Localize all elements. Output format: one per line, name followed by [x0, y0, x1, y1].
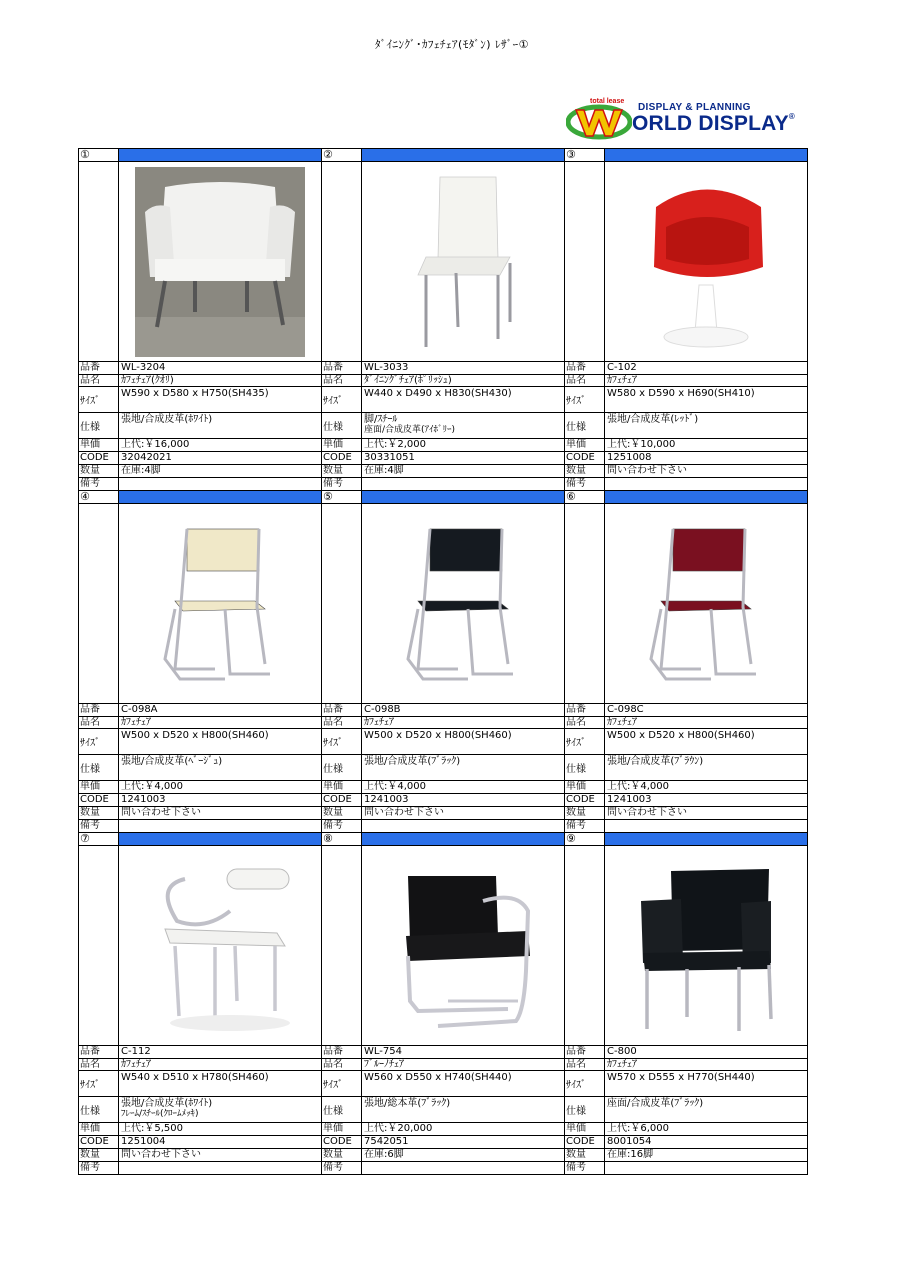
row-biko [322, 1162, 564, 1175]
label-biko: 備考 [79, 478, 119, 490]
row-hinban [322, 362, 564, 375]
product-number: ① [79, 149, 119, 161]
row-size [565, 387, 807, 413]
spec-line-1: 張地/合成皮革(ﾌﾞﾗｯｸ) [364, 756, 461, 767]
value-qty: 在庫:4脚 [364, 465, 404, 476]
value-price: 上代:￥20,000 [364, 1123, 433, 1134]
label-biko: 備考 [322, 478, 362, 490]
label-hinban: 品番 [565, 704, 605, 716]
label-tanka: 単価 [79, 439, 119, 451]
value-hinmei: ｶﾌｪﾁｪｱ [607, 717, 637, 728]
row-shiyou [322, 1097, 564, 1123]
spec-line-2: 座面/合成皮革(ｱｲﾎﾞﾘｰ) [364, 425, 456, 435]
row-hinmei [79, 1059, 321, 1071]
value-code: 1251008 [607, 452, 652, 463]
product-image-cell [565, 846, 807, 1046]
row-hinmei [322, 375, 564, 387]
value-hinmei: ﾌﾞﾙｰﾉﾁｪｱ [364, 1059, 404, 1070]
row-tanka [565, 781, 807, 794]
value-qty: 問い合わせ下さい [121, 807, 201, 818]
value-hinban: WL-3033 [364, 362, 409, 373]
value-shiyou [362, 413, 564, 438]
label-shiyou: 仕様 [565, 755, 605, 780]
chair-illustration-icon [378, 167, 548, 357]
chair-illustration-icon [378, 509, 548, 699]
row-code [565, 452, 807, 465]
row-hinban [79, 1046, 321, 1059]
value-hinban: C-098B [364, 704, 401, 715]
row-tanka [79, 781, 321, 794]
product-number: ④ [79, 491, 119, 503]
label-shiyou: 仕様 [79, 413, 119, 438]
label-shiyou: 仕様 [79, 1097, 119, 1122]
product-block [565, 491, 808, 833]
product-number: ⑧ [322, 833, 362, 845]
label-biko: 備考 [565, 820, 605, 832]
label-code: CODE [322, 794, 362, 806]
value-note [119, 478, 321, 490]
row-suryo [565, 465, 807, 478]
label-hinban: 品番 [79, 1046, 119, 1058]
spec-line-1: 脚/ｽﾁｰﾙ [364, 414, 398, 425]
value-price: 上代:￥4,000 [364, 781, 426, 792]
chair-illustration-icon [378, 851, 548, 1041]
row-size [79, 729, 321, 755]
label-size: ｻｲｽﾞ [322, 729, 362, 754]
value-note [119, 820, 321, 832]
row-size [565, 729, 807, 755]
label-suryo: 数量 [322, 465, 362, 477]
product-image-cell [79, 162, 321, 362]
row-shiyou [565, 755, 807, 781]
label-suryo: 数量 [565, 807, 605, 819]
product-number: ⑤ [322, 491, 362, 503]
row-tanka [322, 1123, 564, 1136]
label-code: CODE [79, 794, 119, 806]
label-code: CODE [79, 1136, 119, 1148]
product-image [362, 162, 564, 361]
product-image [605, 162, 807, 361]
chair-illustration-icon [621, 167, 791, 357]
value-code: 1241003 [121, 794, 166, 805]
label-hinban: 品番 [322, 704, 362, 716]
spec-line-1: 座面/合成皮革(ﾌﾞﾗｯｸ) [607, 1098, 704, 1109]
value-hinban: C-098C [607, 704, 644, 715]
value-hinmei: ｶﾌｪﾁｪｱ [121, 1059, 151, 1070]
label-hinban: 品番 [322, 362, 362, 374]
value-code: 1241003 [607, 794, 652, 805]
value-hinmei: ｶﾌｪﾁｪｱ [607, 1059, 637, 1070]
product-block [322, 491, 565, 833]
label-size: ｻｲｽﾞ [565, 387, 605, 412]
product-number: ⑦ [79, 833, 119, 845]
row-hinmei [565, 1059, 807, 1071]
label-hinmei: 品名 [79, 375, 119, 386]
row-suryo [322, 807, 564, 820]
row-biko [322, 478, 564, 491]
value-shiyou [362, 755, 564, 780]
value-hinmei: ｶﾌｪﾁｪｱ [121, 717, 151, 728]
logo-wordmark: ORLD DISPLAY® [632, 112, 795, 135]
product-image [119, 846, 321, 1045]
product-image [362, 504, 564, 703]
value-hinmei: ｶﾌｪﾁｪｱ [364, 717, 394, 728]
product-image-cell [79, 504, 321, 704]
label-code: CODE [322, 452, 362, 464]
header-bar [605, 833, 807, 845]
product-image-cell [565, 162, 807, 362]
row-size [322, 729, 564, 755]
spec-line-1: 張地/合成皮革(ﾚｯﾄﾞ) [607, 414, 699, 425]
value-qty: 問い合わせ下さい [364, 807, 444, 818]
row-hinban [322, 704, 564, 717]
chair-illustration-icon [135, 509, 305, 699]
label-size: ｻｲｽﾞ [79, 387, 119, 412]
label-tanka: 単価 [565, 439, 605, 451]
product-image-cell [322, 162, 564, 362]
label-biko: 備考 [322, 1162, 362, 1174]
value-size: W440 x D490 x H830(SH430) [364, 388, 512, 399]
value-size: W590 x D580 x H750(SH435) [121, 388, 269, 399]
label-suryo: 数量 [79, 807, 119, 819]
label-hinban: 品番 [322, 1046, 362, 1058]
label-tanka: 単価 [322, 781, 362, 793]
row-code [565, 1136, 807, 1149]
value-code: 8001054 [607, 1136, 652, 1147]
row-biko [79, 820, 321, 833]
value-note [605, 1162, 807, 1174]
product-header [79, 149, 321, 162]
row-shiyou [79, 413, 321, 439]
label-tanka: 単価 [322, 1123, 362, 1135]
row-tanka [322, 439, 564, 452]
row-tanka [565, 1123, 807, 1136]
label-biko: 備考 [565, 1162, 605, 1174]
header-bar [119, 833, 321, 845]
label-shiyou: 仕様 [322, 413, 362, 438]
row-hinban [565, 362, 807, 375]
value-price: 上代:￥10,000 [607, 439, 676, 450]
value-hinmei: ｶﾌｪﾁｪｱ(ｸｵﾘ) [121, 375, 174, 386]
row-biko [79, 478, 321, 491]
logo-subtitle: DISPLAY & PLANNING [638, 102, 751, 113]
product-header [322, 149, 564, 162]
label-code: CODE [565, 452, 605, 464]
row-biko [322, 820, 564, 833]
value-note [605, 478, 807, 490]
label-code: CODE [565, 794, 605, 806]
value-note [362, 820, 564, 832]
header-bar [119, 491, 321, 503]
row-code [79, 1136, 321, 1149]
row-size [565, 1071, 807, 1097]
product-header [79, 833, 321, 846]
row-tanka [79, 439, 321, 452]
row-tanka [322, 781, 564, 794]
spec-line-1: 張地/合成皮革(ﾎﾜｲﾄ) [121, 414, 213, 425]
spec-line-1: 張地/合成皮革(ﾎﾜｲﾄ) [121, 1098, 213, 1109]
row-hinmei [565, 717, 807, 729]
w-logo-mark-icon [566, 102, 632, 142]
value-hinban: C-112 [121, 1046, 151, 1057]
chair-illustration-icon [621, 509, 791, 699]
row-shiyou [565, 413, 807, 439]
value-hinban: C-098A [121, 704, 158, 715]
product-number: ⑥ [565, 491, 605, 503]
value-note [362, 1162, 564, 1174]
label-hinmei: 品名 [322, 717, 362, 728]
row-hinmei [322, 717, 564, 729]
value-qty: 問い合わせ下さい [121, 1149, 201, 1160]
value-hinmei: ｶﾌｪﾁｪｱ [607, 375, 637, 386]
row-size [79, 387, 321, 413]
row-code [79, 794, 321, 807]
label-hinmei: 品名 [565, 375, 605, 386]
value-code: 1251004 [121, 1136, 166, 1147]
label-shiyou: 仕様 [565, 1097, 605, 1122]
row-biko [565, 820, 807, 833]
row-shiyou [322, 413, 564, 439]
label-tanka: 単価 [565, 1123, 605, 1135]
label-code: CODE [322, 1136, 362, 1148]
product-number: ② [322, 149, 362, 161]
product-header [565, 833, 807, 846]
product-image-cell [322, 846, 564, 1046]
label-suryo: 数量 [79, 1149, 119, 1161]
row-shiyou [79, 1097, 321, 1123]
product-header [322, 491, 564, 504]
label-biko: 備考 [79, 1162, 119, 1174]
row-code [322, 794, 564, 807]
row-suryo [79, 807, 321, 820]
value-shiyou [605, 1097, 807, 1122]
header-bar [362, 491, 564, 503]
label-suryo: 数量 [565, 1149, 605, 1161]
product-number: ③ [565, 149, 605, 161]
value-note [362, 478, 564, 490]
value-size: W500 x D520 x H800(SH460) [607, 730, 755, 741]
product-block [79, 833, 322, 1175]
value-price: 上代:￥2,000 [364, 439, 426, 450]
label-size: ｻｲｽﾞ [322, 387, 362, 412]
value-qty: 在庫:6脚 [364, 1149, 404, 1160]
label-shiyou: 仕様 [565, 413, 605, 438]
spec-line-1: 張地/総本革(ﾌﾞﾗｯｸ) [364, 1098, 451, 1109]
label-size: ｻｲｽﾞ [565, 1071, 605, 1096]
world-display-logo [566, 100, 806, 140]
product-block [565, 149, 808, 491]
row-hinban [79, 362, 321, 375]
row-code [79, 452, 321, 465]
label-code: CODE [565, 1136, 605, 1148]
product-number: ⑨ [565, 833, 605, 845]
row-hinmei [79, 717, 321, 729]
value-hinban: WL-754 [364, 1046, 402, 1057]
value-code: 30331051 [364, 452, 415, 463]
label-size: ｻｲｽﾞ [565, 729, 605, 754]
value-shiyou [605, 755, 807, 780]
row-suryo [322, 1149, 564, 1162]
row-size [79, 1071, 321, 1097]
product-block [79, 149, 322, 491]
row-biko [79, 1162, 321, 1175]
row-biko [565, 478, 807, 491]
label-hinmei: 品名 [565, 717, 605, 728]
product-image [119, 162, 321, 361]
catalog-grid [78, 148, 808, 1175]
label-hinmei: 品名 [322, 375, 362, 386]
value-shiyou [119, 1097, 321, 1122]
row-size [322, 1071, 564, 1097]
chair-illustration-icon [621, 851, 791, 1041]
product-header [79, 491, 321, 504]
product-image-cell [79, 846, 321, 1046]
value-shiyou [119, 413, 321, 438]
label-size: ｻｲｽﾞ [79, 729, 119, 754]
product-header [565, 149, 807, 162]
logo-tagline: total lease [590, 98, 625, 105]
value-qty: 問い合わせ下さい [607, 465, 687, 476]
value-qty: 在庫:16脚 [607, 1149, 654, 1160]
label-biko: 備考 [322, 820, 362, 832]
label-shiyou: 仕様 [322, 755, 362, 780]
label-tanka: 単価 [79, 1123, 119, 1135]
value-hinmei: ﾀﾞｲﾆﾝｸﾞﾁｪｱ(ﾎﾟﾘｯｼｭ) [364, 375, 452, 386]
row-hinban [79, 704, 321, 717]
row-tanka [79, 1123, 321, 1136]
product-image-cell [322, 504, 564, 704]
header-bar [362, 833, 564, 845]
row-hinban [565, 1046, 807, 1059]
value-code: 32042021 [121, 452, 172, 463]
label-biko: 備考 [79, 820, 119, 832]
spec-line-1: 張地/合成皮革(ﾍﾞｰｼﾞｭ) [121, 756, 223, 767]
value-price: 上代:￥4,000 [121, 781, 183, 792]
product-block [79, 491, 322, 833]
product-block [565, 833, 808, 1175]
product-image [119, 504, 321, 703]
spec-line-2: ﾌﾚｰﾑ/ｽﾁｰﾙ(ｸﾛｰﾑﾒｯｷ) [121, 1109, 199, 1119]
value-qty: 問い合わせ下さい [607, 807, 687, 818]
value-shiyou [605, 413, 807, 438]
product-header [565, 491, 807, 504]
header-bar [362, 149, 564, 161]
label-hinmei: 品名 [565, 1059, 605, 1070]
product-block [322, 149, 565, 491]
value-price: 上代:￥16,000 [121, 439, 190, 450]
product-block [322, 833, 565, 1175]
row-shiyou [79, 755, 321, 781]
label-hinmei: 品名 [79, 717, 119, 728]
page-title: ﾀﾞｲﾆﾝｸﾞ･ｶﾌｪﾁｪｱ(ﾓﾀﾞﾝ) ﾚｻﾞｰ① [375, 38, 529, 51]
chair-illustration-icon [135, 167, 305, 357]
row-suryo [79, 1149, 321, 1162]
label-tanka: 単価 [322, 439, 362, 451]
row-size [322, 387, 564, 413]
value-qty: 在庫:4脚 [121, 465, 161, 476]
value-size: W500 x D520 x H800(SH460) [121, 730, 269, 741]
label-suryo: 数量 [322, 1149, 362, 1161]
label-shiyou: 仕様 [79, 755, 119, 780]
label-biko: 備考 [565, 478, 605, 490]
chair-illustration-icon [135, 851, 305, 1041]
row-hinmei [79, 375, 321, 387]
row-code [322, 452, 564, 465]
row-code [322, 1136, 564, 1149]
label-hinban: 品番 [565, 362, 605, 374]
value-price: 上代:￥6,000 [607, 1123, 669, 1134]
row-hinban [322, 1046, 564, 1059]
label-hinban: 品番 [79, 704, 119, 716]
value-size: W540 x D510 x H780(SH460) [121, 1072, 269, 1083]
value-shiyou [362, 1097, 564, 1122]
label-hinban: 品番 [79, 362, 119, 374]
row-shiyou [565, 1097, 807, 1123]
label-hinmei: 品名 [322, 1059, 362, 1070]
product-image-cell [565, 504, 807, 704]
label-tanka: 単価 [565, 781, 605, 793]
row-suryo [79, 465, 321, 478]
row-code [565, 794, 807, 807]
value-note [119, 1162, 321, 1174]
value-size: W570 x D555 x H770(SH440) [607, 1072, 755, 1083]
row-hinmei [322, 1059, 564, 1071]
value-size: W500 x D520 x H800(SH460) [364, 730, 512, 741]
label-hinmei: 品名 [79, 1059, 119, 1070]
row-biko [565, 1162, 807, 1175]
row-shiyou [322, 755, 564, 781]
label-suryo: 数量 [565, 465, 605, 477]
row-tanka [565, 439, 807, 452]
row-hinban [565, 704, 807, 717]
value-price: 上代:￥5,500 [121, 1123, 183, 1134]
value-size: W580 x D590 x H690(SH410) [607, 388, 755, 399]
row-hinmei [565, 375, 807, 387]
product-header [322, 833, 564, 846]
product-image [362, 846, 564, 1045]
header-bar [605, 149, 807, 161]
product-image [605, 504, 807, 703]
product-image [605, 846, 807, 1045]
label-suryo: 数量 [79, 465, 119, 477]
row-suryo [322, 465, 564, 478]
label-size: ｻｲｽﾞ [322, 1071, 362, 1096]
label-size: ｻｲｽﾞ [79, 1071, 119, 1096]
header-bar [605, 491, 807, 503]
value-shiyou [119, 755, 321, 780]
value-hinban: C-102 [607, 362, 637, 373]
value-note [605, 820, 807, 832]
row-suryo [565, 807, 807, 820]
label-tanka: 単価 [79, 781, 119, 793]
label-code: CODE [79, 452, 119, 464]
value-hinban: C-800 [607, 1046, 637, 1057]
value-price: 上代:￥4,000 [607, 781, 669, 792]
label-suryo: 数量 [322, 807, 362, 819]
header-bar [119, 149, 321, 161]
label-shiyou: 仕様 [322, 1097, 362, 1122]
value-hinban: WL-3204 [121, 362, 166, 373]
row-suryo [565, 1149, 807, 1162]
value-size: W560 x D550 x H740(SH440) [364, 1072, 512, 1083]
value-code: 7542051 [364, 1136, 409, 1147]
label-hinban: 品番 [565, 1046, 605, 1058]
value-code: 1241003 [364, 794, 409, 805]
spec-line-1: 張地/合成皮革(ﾌﾞﾗｳﾝ) [607, 756, 704, 767]
